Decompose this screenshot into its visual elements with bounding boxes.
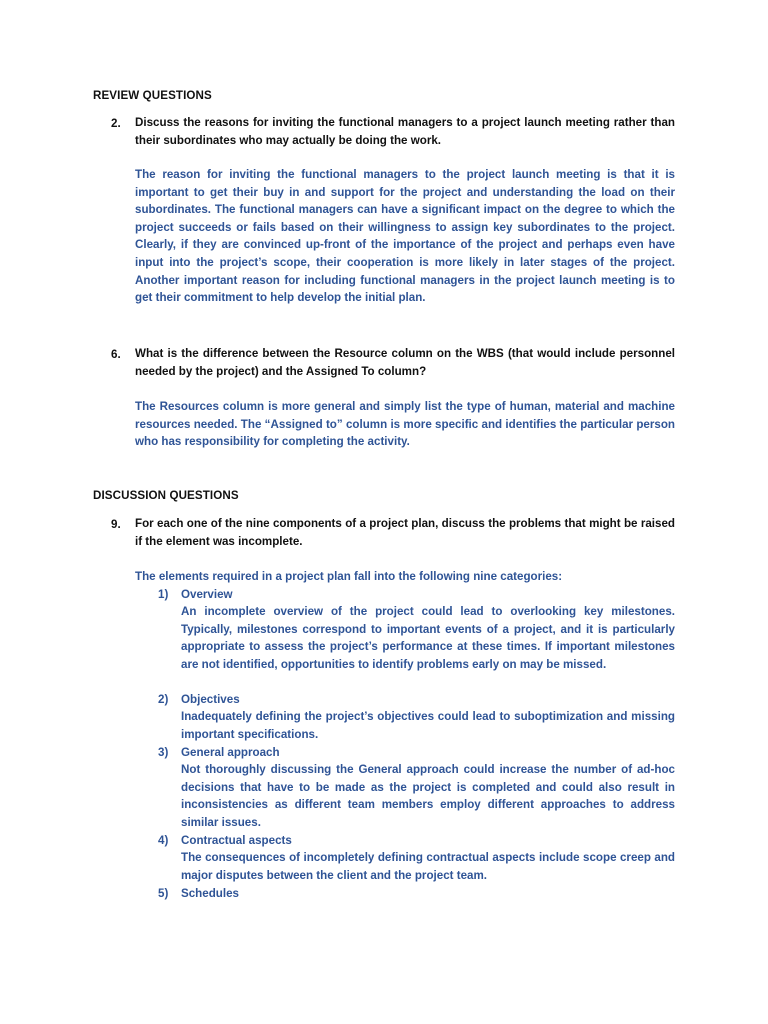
question-text: What is the difference between the Resource column on the WBS (that would include personnel needed by the project) and the Assigned To column? <box>135 347 675 378</box>
list-item-description: The consequences of incompletely defining contractual aspects include scope creep and major disputes between the client and the project team. <box>181 851 675 882</box>
list-item-number: 1) <box>158 588 169 601</box>
list-item-number: 5) <box>158 887 169 900</box>
question-number: 2. <box>111 117 121 130</box>
list-item-title: Schedules <box>181 887 239 900</box>
list-item-title: General approach <box>181 746 280 759</box>
question-number: 6. <box>111 348 121 361</box>
question-text: For each one of the nine components of a project plan, discuss the problems that might be raised if the element was incomplete. <box>135 517 675 548</box>
list-item-title: Contractual aspects <box>181 834 292 847</box>
question-number: 9. <box>111 518 121 531</box>
question-text: Discuss the reasons for inviting the functional managers to a project launch meeting rather than their subordinates who may actually be doing the work. <box>135 116 675 147</box>
list-item-description: An incomplete overview of the project could lead to overlooking key milestones. Typically, milestones correspond to important events of a project, and it is particularly appropriate to assess the project’s performance at these times. If important milestones are not identified, opportunities to identify problems early on may be missed. <box>181 605 675 671</box>
answer-text: The Resources column is more general and simply list the type of human, material and machine resources needed. The “Assigned to” column is more specific and identifies the particular person who has responsibility for completing the activity. <box>135 400 675 449</box>
list-item-description: Inadequately defining the project’s objectives could lead to suboptimization and missing important specifications. <box>181 710 675 741</box>
answer-text: The reason for inviting the functional managers to the project launch meeting is that it is important to get their buy in and support for the project and understanding the load on their subordinates. The functional managers can have a significant impact on the degree to which the project succeeds or fails based on their willingness to assign key subordinates to the project. Clearly, if they are convinced up-front of the importance of the project and perhaps even have input into the project’s scope, their cooperation is more likely in later stages of the project. Another important reason for including functional managers in the project launch meeting is to get their commitment to help develop the initial plan. <box>135 168 675 305</box>
list-item-number: 2) <box>158 693 169 706</box>
discussion-questions-heading: DISCUSSION QUESTIONS <box>93 489 239 502</box>
list-item-number: 4) <box>158 834 169 847</box>
list-item-description: Not thoroughly discussing the General approach could increase the number of ad-hoc decisions that have to be made as the project is completed and could also result in inconsistencies as different team members employ different approaches to address similar issues. <box>181 763 675 829</box>
list-item-number: 3) <box>158 746 169 759</box>
list-item-title: Overview <box>181 588 233 601</box>
review-questions-heading: REVIEW QUESTIONS <box>93 89 212 102</box>
answer-intro: The elements required in a project plan fall into the following nine categories: <box>135 570 563 583</box>
list-item-title: Objectives <box>181 693 240 706</box>
